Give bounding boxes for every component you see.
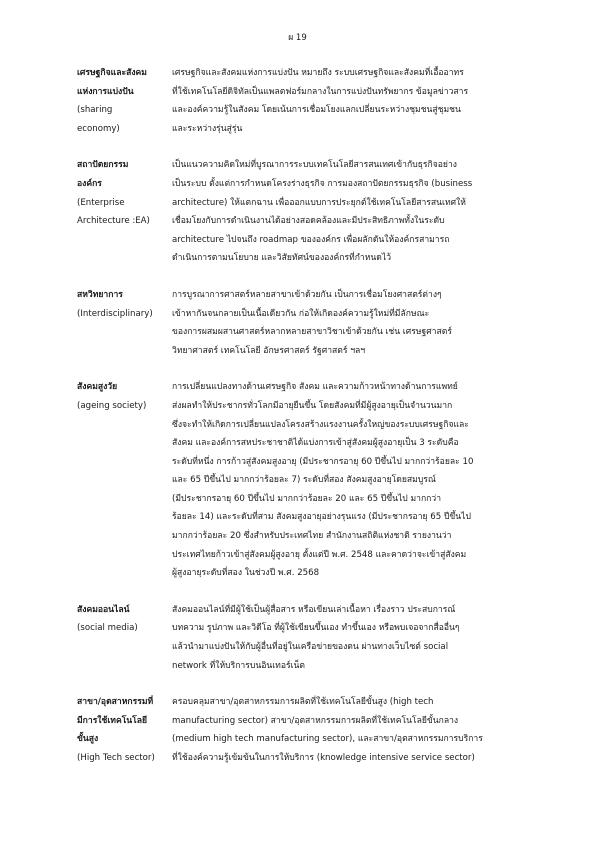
definition-line: แล้วนำมาแบ่งปันให้กับผู้อื่นที่อยู่ในเครือข่ายของตน ผ่านทางเว็บไซต์ social (172, 642, 449, 653)
term-thai: มีการใช้เทคโนโลยี (77, 715, 148, 726)
term-thai: เศรษฐกิจและสังคม (77, 68, 147, 78)
glossary-term (77, 156, 172, 230)
term-thai: องค์กร (77, 178, 102, 189)
glossary-entry-social-media (77, 601, 532, 675)
glossary-definition (172, 378, 532, 583)
term-thai: ขั้นสูง (77, 734, 99, 745)
definition-line: เป็นระบบ ตั้งแต่การกำหนดโครงร่างธุรกิจ การมองสถาปัตยกรรมธุรกิจ (business (172, 178, 473, 189)
definition-line: และองค์ความรู้ในสังคม โดยเน้นการเชื่อมโยงแลกเปลี่ยนระหว่างชุมชนสู่ชุมชน (172, 105, 461, 116)
term-thai: แห่งการแบ่งปัน (77, 86, 134, 97)
definition-line: เข้าหากันจนกลายเป็นเนื้อเดียวกัน ก่อให้เกิดองค์ความรู้ใหม่ที่มีลักษณะ (172, 308, 430, 319)
definition-line: ดำเนินการตามนโยบาย และวิสัยทัศน์ขององค์กรที่กำหนดไว้ (172, 253, 392, 264)
term-english: (Interdisciplinary) (77, 308, 153, 319)
term-english: (social media) (77, 623, 138, 634)
glossary-entry-interdisciplinary (77, 286, 532, 360)
definition-line: ของการผสมผสานศาสตร์หลากหลายสาขาวิชาเข้าด้วยกัน เช่น เศรษฐศาสตร์ (172, 327, 452, 338)
term-thai: สถาปัตยกรรม (77, 160, 129, 171)
definition-line: และระหว่างรุ่นสู่รุ่น (172, 123, 243, 134)
definition-line: (medium high tech manufacturing sector), และสาขา/อุตสาหกรรมการบริการ (172, 734, 483, 745)
glossary-term (77, 601, 172, 638)
glossary-entry-high-tech-sector (77, 693, 532, 767)
definition-line: manufacturing sector) สาขา/อุตสาหกรรมการผลิตที่ใช้เทคโนโลยีขั้นกลาง (172, 715, 459, 726)
term-english: Architecture :EA) (77, 216, 150, 227)
definition-line: ระดับที่หนึ่ง การก้าวสู่สังคมสูงอายุ (มีประชากรอายุ 60 ปีขึ้นไป มากกว่าร้อยละ 10 (172, 456, 474, 467)
glossary-list (77, 64, 532, 786)
page-number: ผ 19 (288, 33, 307, 43)
term-thai: สังคมสูงวัย (77, 382, 118, 393)
definition-line: เชื่อมโยงกับการดำเนินงานได้อย่างสอดคล้องและมีประสิทธิภาพทั้งในระดับ (172, 216, 445, 227)
definition-line: ผู้สูงอายุระดับที่สอง ในช่วงปี พ.ศ. 2568 (172, 568, 320, 579)
glossary-term (77, 378, 172, 415)
term-thai: สาขา/อุตสาหกรรมที่ (77, 697, 154, 708)
definition-line: เป็นแนวความคิดใหม่ที่บูรณาการระบบเทคโนโลยีสารสนเทศเข้ากับธุรกิจอย่าง (172, 160, 457, 171)
term-thai: สังคมออนไลน์ (77, 604, 130, 615)
definition-line: ซึ่งจะทำให้เกิดการเปลี่ยนแปลงโครงสร้างแรงงานครั้งใหญ่ของระบบเศรษฐกิจและ (172, 419, 469, 430)
definition-line: ประเทศไทยก้าวเข้าสู่สังคมผู้สูงอายุ ตั้งแต่ปี พ.ศ. 2548 และคาดว่าจะเข้าสู่สังคม (172, 549, 467, 560)
glossary-definition (172, 64, 532, 138)
definition-line: network ที่ให้บริการบนอินเทอร์เน็ต (172, 660, 306, 671)
definition-line: สังคม และองค์การสหประชาชาติได้แบ่งการเข้าสู่สังคมผู้สูงอายุเป็น 3 ระดับคือ (172, 438, 459, 449)
term-english: (ageing society) (77, 400, 147, 411)
definition-line: (มีประชากรอายุ 60 ปีขึ้นไป มากกว่าร้อยละ 20 และ 65 ปีขึ้นไป มากกว่า (172, 493, 442, 504)
definition-line: บทความ รูปภาพ และวิดีโอ ที่ผู้ใช้เขียนขึ้นเอง ทำขึ้นเอง หรือพบเจอจากสื่ออื่นๆ (172, 623, 460, 634)
term-english: (sharing (77, 105, 113, 116)
definition-line: architecture ไปจนถึง roadmap ขององค์กร เพื่อผลักดันให้องค์กรสามารถ (172, 234, 450, 245)
definition-line: ร้อยละ 14) และระดับที่สาม สังคมสูงอายุอย่างรุนแรง (มีประชากรอายุ 65 ปีขึ้นไป (172, 512, 471, 523)
definition-line: architecture) ให้แตกฉาน เพื่อออกแบบการประยุกต์ใช้เทคโนโลยีสารสนเทศให้ (172, 197, 466, 208)
glossary-term (77, 693, 172, 767)
definition-line: ที่ใช้เทคโนโลยีดิจิทัลเป็นแพลตฟอร์มกลางในการแบ่งปันทรัพยากร ข้อมูลข่าวสาร (172, 86, 469, 97)
definition-line: สังคมออนไลน์ที่มีผู้ใช้เป็นผู้สื่อสาร หรือเขียนเล่าเนื้อหา เรื่องราว ประสบการณ์ (172, 604, 456, 615)
glossary-entry-sharing-economy (77, 64, 532, 138)
glossary-entry-enterprise-architecture (77, 156, 532, 268)
definition-line: ส่งผลทำให้ประชากรทั่วโลกมีอายุยืนขึ้น โดยสังคมที่มีผู้สูงอายุเป็นจำนวนมาก (172, 400, 453, 411)
glossary-term (77, 64, 172, 138)
definition-line: การเปลี่ยนแปลงทางด้านเศรษฐกิจ สังคม และความก้าวหน้าทางด้านการแพทย์ (172, 382, 458, 393)
term-english: economy) (77, 123, 120, 134)
glossary-term (77, 286, 172, 323)
glossary-definition (172, 693, 532, 767)
term-english: (Enterprise (77, 197, 125, 208)
glossary-definition (172, 286, 532, 360)
definition-line: ครอบคลุมสาขา/อุตสาหกรรมการผลิตที่ใช้เทคโนโลยีขั้นสูง (high tech (172, 697, 434, 708)
definition-line: ที่ใช้องค์ความรู้เข้มข้นในการให้บริการ (knowledge intensive service sector) (172, 753, 475, 763)
term-thai: สหวิทยาการ (77, 289, 123, 300)
definition-line: เศรษฐกิจและสังคมแห่งการแบ่งปัน หมายถึง ระบบเศรษฐกิจและสังคมที่เอื้ออาทร (172, 68, 464, 78)
definition-line: วิทยาศาสตร์ เทคโนโลยี อักษรศาสตร์ รัฐศาสตร์ ฯลฯ (172, 345, 366, 356)
glossary-entry-ageing-society (77, 378, 532, 583)
glossary-definition (172, 156, 532, 268)
definition-line: และ 65 ปีขึ้นไป มากกว่าร้อยละ 7) ระดับที่สอง สังคมสูงอายุโดยสมบูรณ์ (172, 475, 436, 486)
definition-line: การบูรณาการศาสตร์หลายสาขาเข้าด้วยกัน เป็นการเชื่อมโยงศาสตร์ต่างๆ (172, 289, 442, 300)
definition-line: มากกว่าร้อยละ 20 ซึ่งสำหรับประเทศไทย สำนักงานสถิติแห่งชาติ รายงานว่า (172, 531, 452, 542)
glossary-definition (172, 601, 532, 675)
term-english: (High Tech sector) (77, 753, 155, 763)
